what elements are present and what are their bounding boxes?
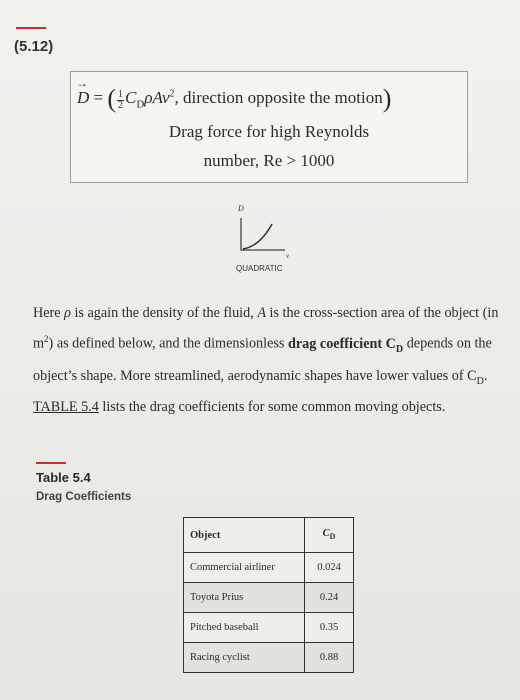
equation-caption-line1: Drag force for high Reynolds: [168, 122, 370, 141]
table-header-row: [184, 518, 354, 553]
equation-box: [70, 71, 468, 183]
table-row: Toyota Prius 0.24: [184, 583, 354, 613]
table-row: Pitched baseball 0.35: [184, 613, 354, 643]
plot-curve: [243, 224, 272, 249]
plot-caption: QUADRATIC: [236, 264, 283, 273]
plot-axes: [241, 218, 285, 250]
table-row: Racing cyclist 0.88: [184, 643, 354, 673]
plot-y-label: D: [238, 204, 244, 213]
equation-tail: , direction opposite the motion: [174, 88, 383, 107]
drag-coefficients-table: [183, 517, 354, 673]
equation-accent-rule: [16, 27, 46, 29]
body-paragraph: Here ρ is again the density of the fluid, A is the cross-section area of the object (in $m^2$) as defined below, and the dimensionless drag coefficient $C_D$ depends on the object’s shape. More streamlined, aerodynamic shapes have lower values of $C_D$. TABLE 5.4 lists the drag coefficients for some common moving objects.: [33, 305, 499, 416]
equation-caption-line2: number, Re > 1000: [203, 151, 335, 170]
quadratic-drag-plot: [230, 200, 290, 280]
plot-x-label: v: [286, 252, 290, 260]
table-accent-rule: [36, 462, 66, 464]
header-cd: $C_D$: [305, 518, 354, 553]
header-object: Object: [184, 518, 305, 553]
table-title: Table 5.4: [36, 470, 91, 485]
drag-equation: → D = ( $\frac{1}{2}$ $C_D\rho Av^2$, direction opposite the motion): [77, 84, 391, 114]
table-row: Commercial airliner 0.024: [184, 553, 354, 583]
equation-number: (5.12): [14, 38, 54, 55]
table-subtitle: Drag Coefficients: [36, 491, 132, 503]
table-link[interactable]: TABLE 5.4: [33, 399, 99, 416]
